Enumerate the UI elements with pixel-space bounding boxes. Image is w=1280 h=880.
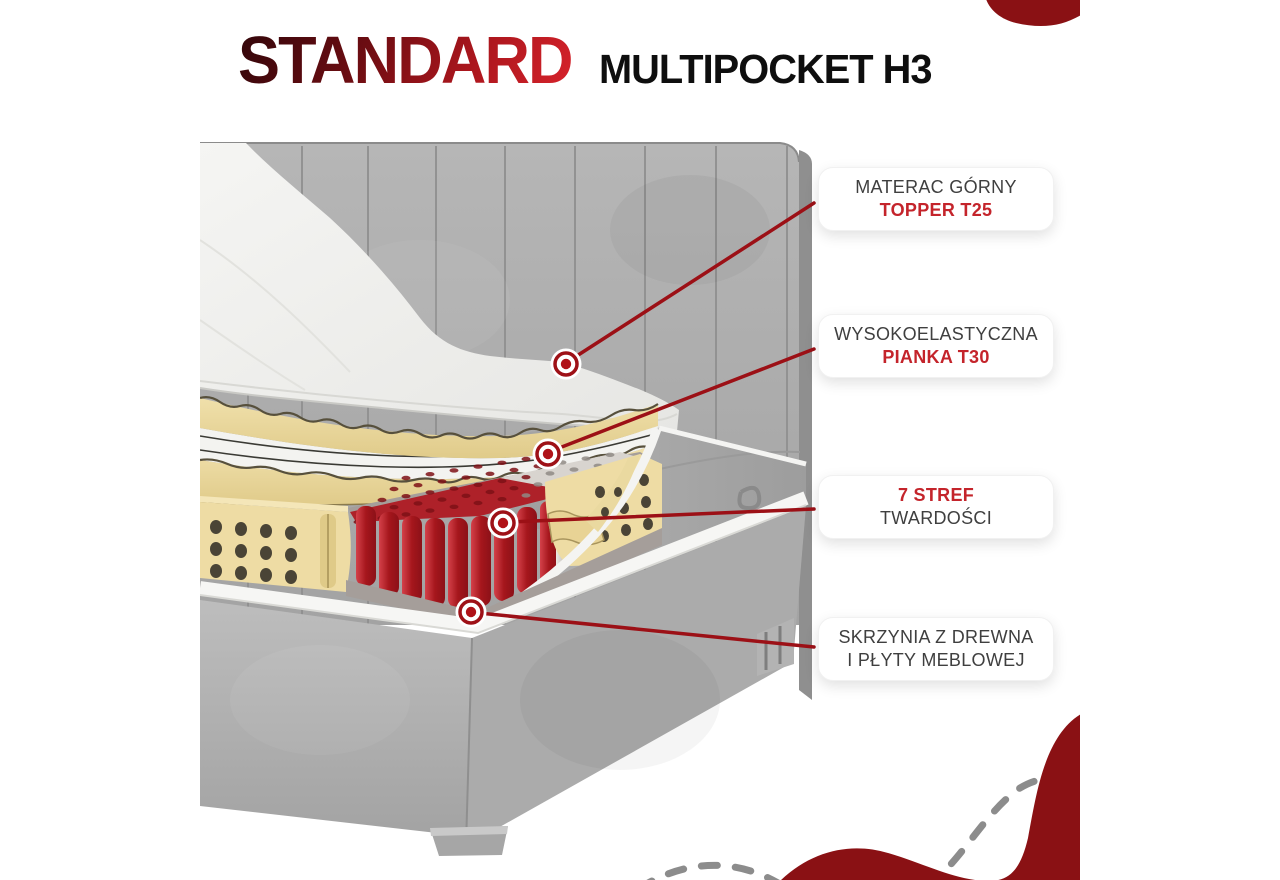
callout-text: MATERAC GÓRNY bbox=[855, 177, 1017, 197]
callout-text: I PŁYTY MEBLOWEJ bbox=[847, 650, 1025, 670]
callout-label-zones bbox=[818, 475, 1054, 539]
headboard-side-leg bbox=[799, 150, 812, 700]
callout-marker-topper bbox=[551, 349, 582, 380]
callout-marker-foam bbox=[533, 439, 564, 470]
callout-text-accent: 7 STREF bbox=[897, 485, 975, 505]
bed-cutaway-illustration bbox=[200, 0, 1080, 880]
callout-text-accent: TOPPER T25 bbox=[879, 200, 993, 220]
model-name: MULTIPOCKET H3 bbox=[598, 46, 932, 92]
callout-label-foam bbox=[818, 314, 1054, 378]
callout-marker-springs bbox=[488, 508, 519, 539]
callout-label-topper bbox=[818, 167, 1054, 231]
red-blob-bottom-right bbox=[780, 714, 1080, 880]
callout-text-accent: PIANKA T30 bbox=[882, 347, 990, 367]
latex-block-left bbox=[200, 496, 351, 592]
red-blob-top-right bbox=[986, 0, 1080, 26]
callout-text: SKRZYNIA Z DREWNA bbox=[838, 627, 1034, 647]
callout-text: WYSOKOELASTYCZNA bbox=[834, 324, 1038, 344]
callout-label-box bbox=[818, 617, 1054, 681]
brand-name: STANDARD bbox=[238, 23, 572, 98]
callout-marker-box bbox=[456, 597, 487, 628]
callout-text: TWARDOŚCI bbox=[879, 508, 993, 528]
